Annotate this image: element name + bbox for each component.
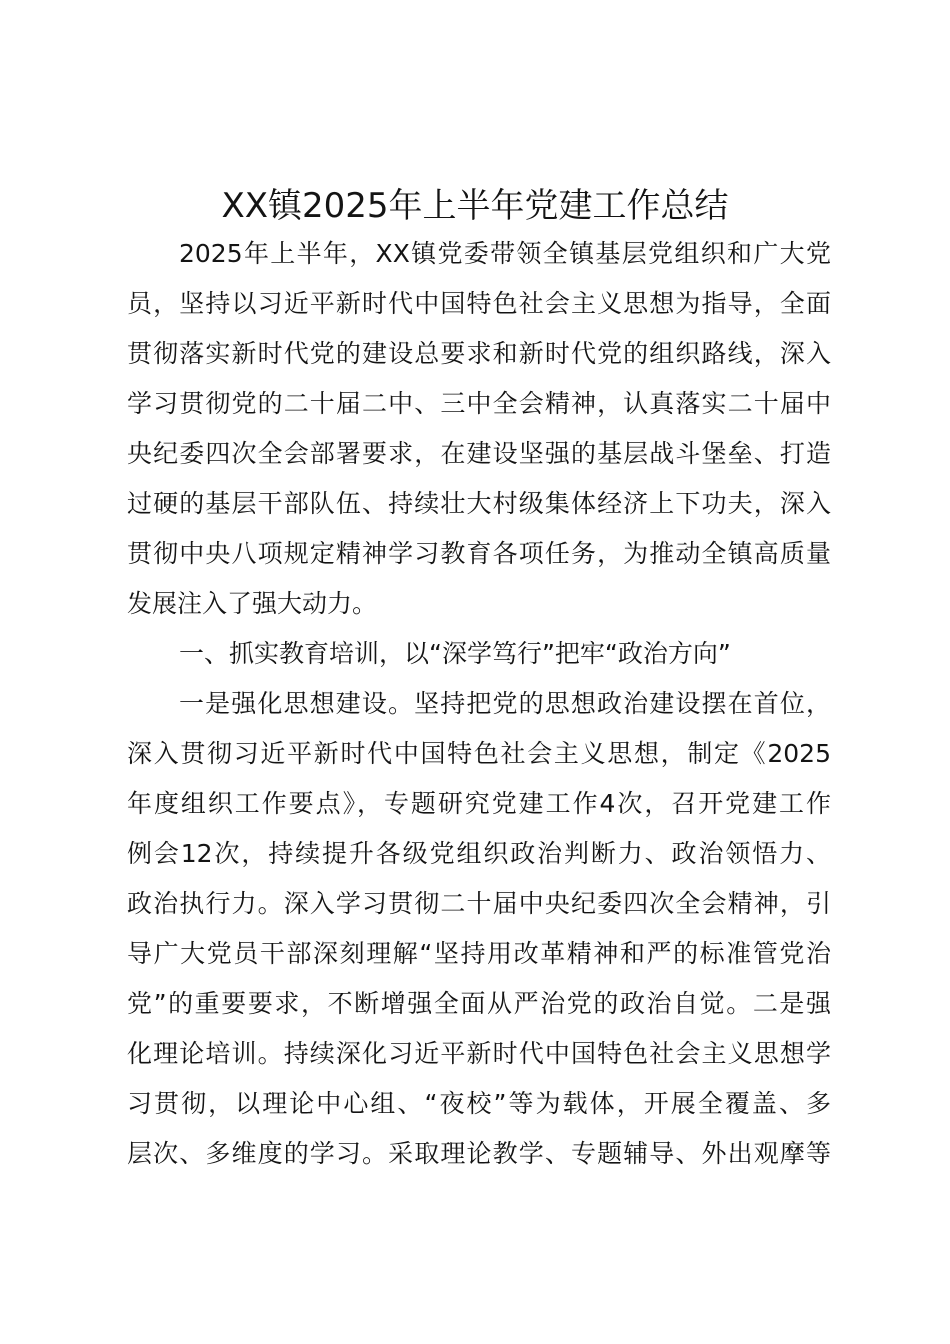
text-line: 年度组织工作要点》，专题研究党建工作4次，召开党建工作 xyxy=(127,789,831,818)
section-heading xyxy=(127,629,831,679)
text-line: 发展注入了强大动力。 xyxy=(127,589,378,618)
text-line: 贯彻落实新时代党的建设总要求和新时代党的组织路线，深入 xyxy=(127,339,831,368)
text-line: 央纪委四次全会部署要求，在建设坚强的基层战斗堡垒、打造 xyxy=(127,439,831,468)
text-line: 一是强化思想建设。坚持把党的思想政治建设摆在首位， xyxy=(179,689,831,718)
text-line: 政治执行力。深入学习贯彻二十届中央纪委四次全会精神，引 xyxy=(127,889,831,918)
text-line: 2025年上半年，XX镇党委带领全镇基层党组织和广大党 xyxy=(179,239,831,268)
document-title: XX镇2025年上半年党建工作总结 xyxy=(221,186,729,226)
text-line: 党”的重要要求，不断增强全面从严治党的政治自觉。二是强 xyxy=(127,989,831,1018)
text-line: 导广大党员干部深刻理解“坚持用改革精神和严的标准管党治 xyxy=(127,939,831,968)
text-line: 化理论培训。持续深化习近平新时代中国特色社会主义思想学 xyxy=(127,1039,831,1068)
text-line: 员，坚持以习近平新时代中国特色社会主义思想为指导，全面 xyxy=(127,289,831,318)
intro-paragraph xyxy=(127,229,831,629)
text-line: 例会12次，持续提升各级党组织政治判断力、政治领悟力、 xyxy=(127,839,831,868)
body-paragraph xyxy=(127,679,831,1179)
text-line: 深入贯彻习近平新时代中国特色社会主义思想，制定《2025 xyxy=(127,739,831,768)
text-line: 学习贯彻党的二十届二中、三中全会精神，认真落实二十届中 xyxy=(127,389,831,418)
text-line: 习贯彻，以理论中心组、“夜校”等为载体，开展全覆盖、多 xyxy=(127,1089,831,1118)
document-body xyxy=(127,229,831,1179)
text-line: 层次、多维度的学习。采取理论教学、专题辅导、外出观摩等 xyxy=(127,1139,831,1168)
section-heading-text: 一、抓实教育培训，以“深学笃行”把牢“政治方向” xyxy=(179,639,731,668)
text-line: 贯彻中央八项规定精神学习教育各项任务，为推动全镇高质量 xyxy=(127,539,831,568)
text-line: 过硬的基层干部队伍、持续壮大村级集体经济上下功夫，深入 xyxy=(127,489,831,518)
